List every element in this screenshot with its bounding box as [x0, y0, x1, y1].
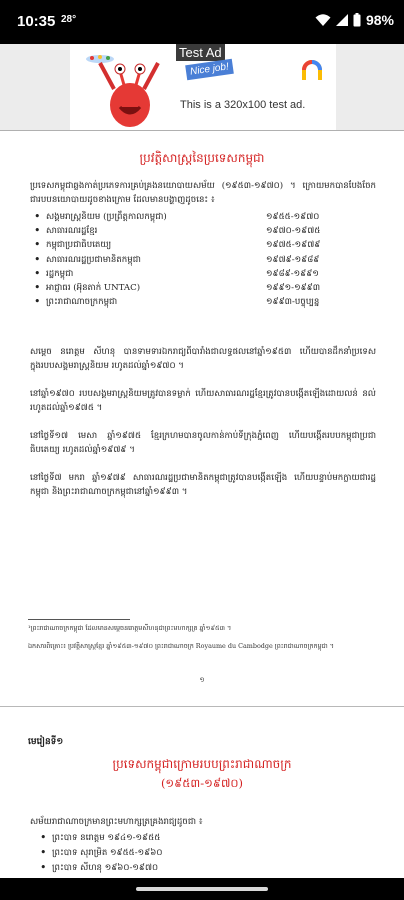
- chapter-title: ប្រទេសកម្ពុជាក្រោមរបបព្រះរាជាណាចក្រ: [112, 757, 292, 771]
- page-number: ១: [199, 676, 205, 684]
- document-viewer[interactable]: [0, 130, 404, 878]
- page-top-border: [0, 130, 404, 131]
- battery-icon: [353, 13, 361, 27]
- footnote: ឯកសារពិគ្រោះ៖ ប្រវត្តិសាស្ត្រខ្មែរ ឆ្នាំ១៩៥៣-១៩៧០ ព្រះរាជាណាចក្រ Royaume du Cambodge ព្រះរាជាណាចក្រកម្ពុជា ។: [28, 642, 335, 650]
- list-item: • សាធារណរដ្ឋខ្មែរ ១៩៧០-១៩៧៥: [46, 226, 346, 240]
- ad-text: This is a 320x100 test ad.: [180, 99, 306, 111]
- navigation-bar: [0, 878, 404, 900]
- ad-area: [0, 44, 404, 130]
- list-item: • សាធារណរដ្ឋប្រជាមានិតកម្ពុជា ១៩៧៩-១៩៨៩: [46, 255, 346, 269]
- wifi-icon: [315, 13, 331, 27]
- status-bar: [0, 0, 404, 44]
- list-item: • កម្ពុជាប្រជាធិបតេយ្យ ១៩៧៥-១៩៧៩: [46, 240, 346, 254]
- list-item: • រដ្ឋកម្ពុជា ១៩៨៩-១៩៩១: [46, 269, 346, 283]
- body-paragraph: សម្តេច នរោត្តម សីហនុ បានទាមទារឯករាជ្យពីបារាំងជាលទ្ធផលនៅឆ្នាំ១៩៥៣ ហើយបានដឹកនាំប្រទេសក្នុងរបបសង្គមរាស្ត្រនិយម រហូតដល់ឆ្នាំ១៩៧០ ។: [30, 347, 376, 371]
- ad-mascot-icon: [80, 49, 176, 130]
- intro-paragraph: ប្រទេសកម្ពុជាឆ្លងកាត់ប្រភេទការគ្រប់គ្រងនយោបាយសម័យ (១៩៥៣-១៩៧០) ។ ក្រោយមកបានបែងចែកជារបបនយោបាយដូចខាងក្រោម ដែលមានបង្ហាញដូចនេះ ៖: [30, 181, 376, 205]
- ad-logo-icon: [300, 60, 324, 88]
- body-paragraph: នៅថ្ងៃទី១៧ មេសា ឆ្នាំ១៩៧៥ ខ្មែរក្រហមបានចូលកាន់កាប់ទីក្រុងភ្នំពេញ ហើយបង្កើតរបបកម្ពុជាប្រជាធិបតេយ្យ រហូតដល់ឆ្នាំ១៩៧៩ ។: [30, 431, 376, 455]
- page-separator: [0, 706, 404, 707]
- list-item: • អាជ្ញាធរ (អ៊ុនតាក់ UNTAC) ១៩៩១-១៩៩៣: [46, 283, 346, 297]
- footnote: ¹ព្រះរាជាណាចក្រកម្ពុជា ដែលមានសម្តេចនរោត្តមសីហនុជាព្រះមហាក្សត្រ ឆ្នាំ១៩៥៣ ។: [28, 624, 232, 632]
- status-time: 10:35: [17, 13, 56, 30]
- ad-title: Test Ad: [176, 44, 225, 61]
- body-paragraph: នៅថ្ងៃទី៧ មករា ឆ្នាំ១៩៧៩ សាធារណរដ្ឋប្រជាមានិតកម្ពុជាត្រូវបានបង្កើតឡើង ហើយបន្ទាប់មកក្លាយជារដ្ឋកម្ពុជា និងព្រះរាជាណាចក្រកម្ពុជានៅឆ្នាំ១៩៩៣ ។: [30, 473, 376, 497]
- chapter-label: មេរៀនទី១: [28, 737, 64, 747]
- gesture-handle[interactable]: [136, 887, 268, 891]
- ad-badge: Nice job!: [185, 59, 234, 80]
- list-item: • ព្រះបាទ នរោត្តម ១៩៤១-១៩៥៥: [52, 833, 162, 848]
- king-list: [52, 833, 162, 878]
- period-list: [46, 212, 346, 311]
- page-title: ប្រវត្តិសាស្ត្រនៃប្រទេសកម្ពុជា: [139, 151, 265, 165]
- status-temperature: 28°: [61, 14, 77, 25]
- ad-banner[interactable]: [70, 44, 336, 130]
- list-item: • ព្រះបាទ សុរាម្រិត ១៩៥៥-១៩៦០: [52, 848, 162, 863]
- footnote-divider: [28, 619, 130, 620]
- list-item: • ព្រះរាជាណាចក្រកម្ពុជា ១៩៩៣-បច្ចុប្បន្ន: [46, 297, 346, 311]
- list-item: • សង្គមរាស្ត្រនិយម (ប្រព្រឹត្តកាលកម្ពុជា) ១៩៥៥-១៩៧០: [46, 212, 346, 226]
- chapter-intro: សម័យរាជាណាចក្រមានព្រះមហាក្សត្រគ្រងរាជ្យដូចជា ៖: [30, 817, 203, 827]
- status-icons: [315, 12, 394, 28]
- chapter-date-range: (១៩៥៣-១៩៧០): [160, 776, 244, 790]
- battery-percent: 98%: [365, 12, 394, 28]
- body-paragraph: នៅឆ្នាំ១៩៧០ របបសង្គមរាស្ត្រនិយមត្រូវបានទម្លាក់ ហើយសាធារណរដ្ឋខ្មែរត្រូវបានបង្កើតឡើងដោយលន់ នល់ រហូតដល់ឆ្នាំ១៩៧៥ ។: [30, 389, 376, 413]
- list-item: • ព្រះបាទ សីហនុ ១៩៦០-១៩៧០: [52, 863, 162, 878]
- signal-icon: [335, 13, 349, 27]
